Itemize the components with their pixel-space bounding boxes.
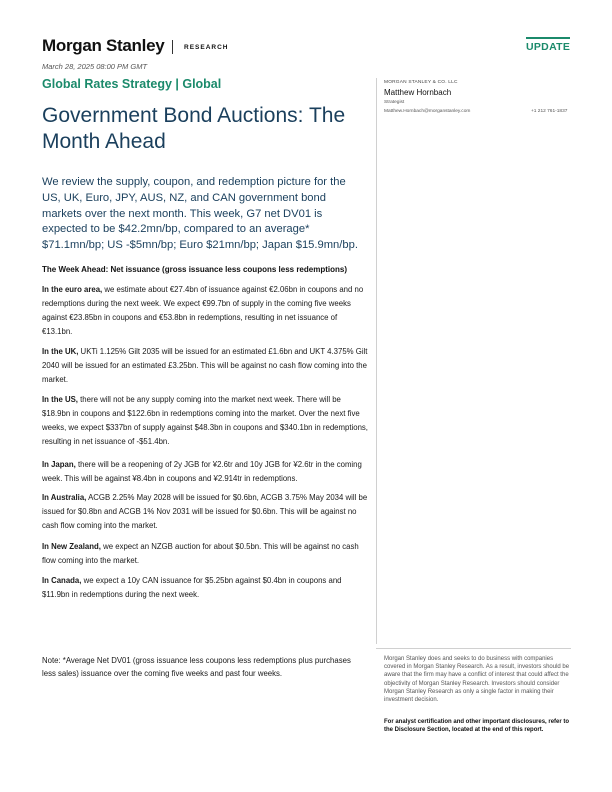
paragraph-new-zealand: In New Zealand, we expect an NZGB auction for about $0.5bn. This will be against no cash flow coming into the market. <box>42 542 359 566</box>
morgan-stanley-logo: Morgan Stanley <box>42 36 165 55</box>
paragraph-euro: In the euro area, we estimate about €27.4bn of issuance against €2.06bn in coupons and no redemptions during the next week. We expect €99.7bn of supply in the coming five weeks against €23.85bn in coupons and €53.8bn in redemptions, resulting in net issuance of €13.1bn. <box>42 285 364 337</box>
paragraph-australia: In Australia, ACGB 2.25% May 2028 will be issued for $0.6bn, ACGB 3.75% May 2034 will be issued for $0.8bn and ACGB 1% Nov 2031 will be issued for $0.6bn. This will be against no cash flow coming into the market. <box>42 493 368 531</box>
paragraph-japan: In Japan, there will be a reopening of 2y JGB for ¥2.6tr and 10y JGB for ¥2.6tr in the coming week. This will be against ¥8.4bn in coupons and ¥2.914tr in redemptions. <box>42 460 362 484</box>
update-badge: UPDATE <box>526 41 571 53</box>
paragraph-canada: In Canada, we expect a 10y CAN issuance for $5.25bn against $0.4bn in coupons and $11.9bn in redemptions during the next week. <box>42 576 342 600</box>
series-label: Global Rates Strategy | Global <box>42 77 222 91</box>
firm-name: MORGAN STANLEY & CO. LLC <box>384 80 458 85</box>
report-title: Government Bond Auctions: The Month Ahead <box>42 104 346 153</box>
analyst-name: Matthew Hornbach <box>384 88 452 97</box>
logo-divider <box>172 40 173 54</box>
footnote: Note: *Average Net DV01 (gross issuance less coupons less redemptions plus purchases less sales) issuance over the coming five weeks and past four weeks. <box>42 656 351 678</box>
report-summary: We review the supply, coupon, and redemption picture for the US, UK, Euro, JPY, AUS, NZ, and CAN government bond markets over the next month. This week, G7 net DV01 is expected to be $42.2mn/bp, compared to an average* $71.1mn/bp; US -$5mn/bp; Euro $21mn/bp; Japan $15.9mn/bp. <box>42 176 358 252</box>
disclosure-text: Morgan Stanley does and seeks to do business with companies covered in Morgan Stanley Research. As a result, investors should be aware that the firm may have a conflict of interest that could affect the objectivity of Morgan Stanley Research. Investors should consider Morgan Stanley Research as only a single factor in making their investment decision. <box>384 656 570 704</box>
sidebar-divider <box>376 78 377 644</box>
analyst-phone: +1 212 761-1837 <box>531 109 568 114</box>
analyst-email[interactable]: Matthew.Hornbach@morganstanley.com <box>384 109 471 114</box>
publish-date: March 28, 2025 08:00 PM GMT <box>42 62 148 71</box>
disclosure-reference: For analyst certification and other important disclosures, refer to the Disclosure Section, located at the end of this report. <box>384 719 570 734</box>
disclosure-rule <box>376 648 571 649</box>
section-heading: The Week Ahead: Net issuance (gross issuance less coupons less redemptions) <box>42 265 347 274</box>
update-rule <box>526 37 570 39</box>
paragraph-us: In the US, there will not be any supply coming into the market next week. There will be $18.9bn in coupons and $122.6bn in redemptions coming into the market. Over the next five weeks, we expect $337bn of supply against $48.3bn in coupons and $340.1bn in redemptions, resulting in net issuance of -$51.4bn. <box>42 395 368 447</box>
research-label: RESEARCH <box>184 44 229 51</box>
analyst-role: Strategist <box>384 100 405 105</box>
paragraph-uk: In the UK, UKTi 1.125% Gilt 2035 will be issued for an estimated £1.6bn and UKT 4.375% Gilt 2040 will be issued for an estimated £3.25bn. This will be against no cash flow coming into the market. <box>42 347 368 385</box>
